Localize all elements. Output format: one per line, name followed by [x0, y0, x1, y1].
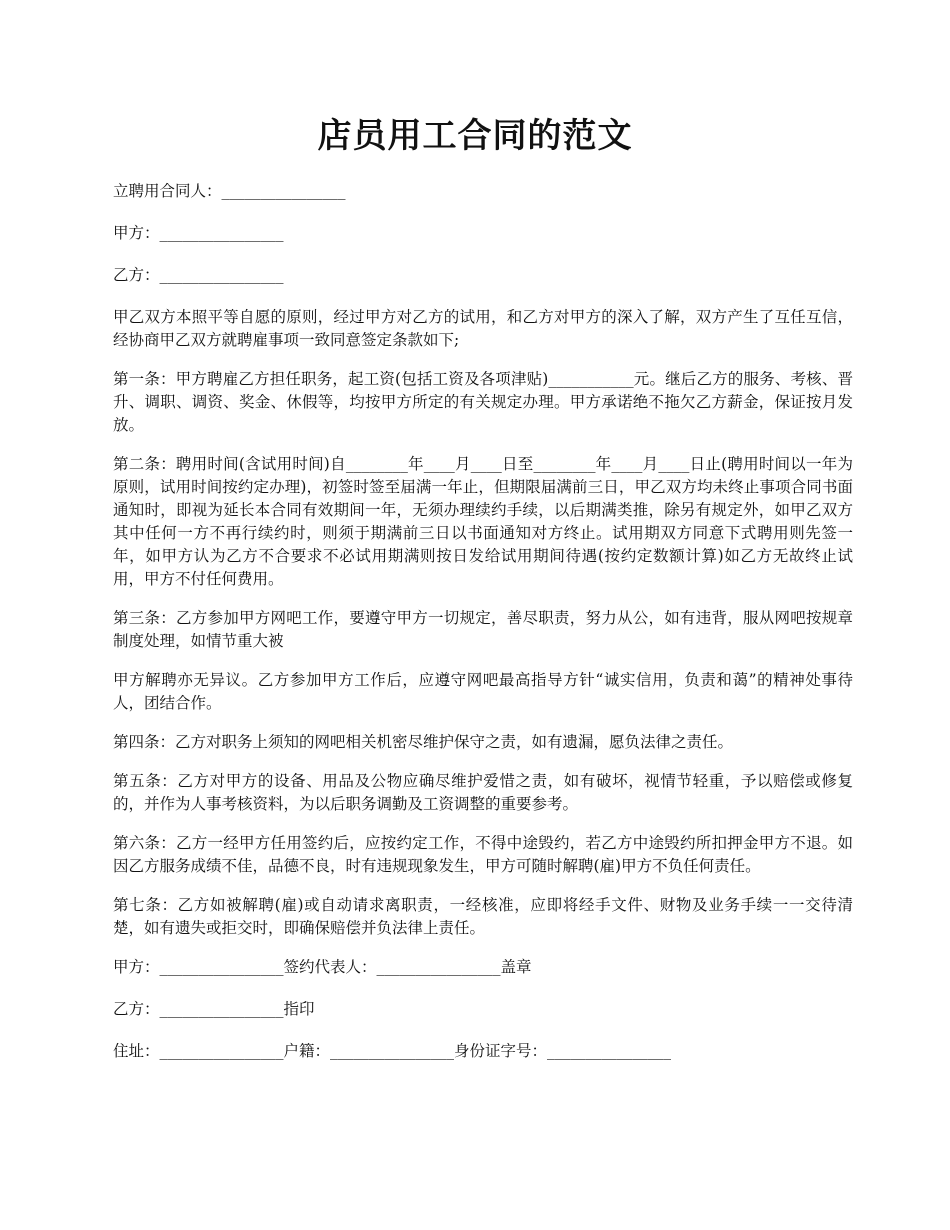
party-b-line: 乙方：________________	[113, 266, 284, 284]
preamble-paragraph: 甲乙双方本照平等自愿的原则，经过甲方对乙方的试用，和乙方对甲方的深入了解，双方产生了互任互信，经协商甲乙双方就聘雇事项一致同意签定条款如下;	[113, 308, 853, 349]
document-title: 店员用工合同的范文	[317, 116, 633, 156]
party-a-signature-line: 甲方：________________签约代表人：________________盖章	[113, 958, 532, 976]
article-1-paragraph: 第一条：甲方聘雇乙方担任职务，起工资(包括工资及各项津贴)___________元。继后乙方的服务、考核、晋升、调职、调资、奖金、休假等，均按甲方所定的有关规定办理。甲方承诺绝不拖欠乙方薪金，保证按月发放。	[113, 370, 853, 434]
article-7-paragraph: 第七条：乙方如被解聘(雇)或自动请求离职责，一经核准，应即将经手文件、财物及业务手续一一交待清楚，如有遗失或拒交时，即确保赔偿并负法律上责任。	[113, 896, 853, 937]
article-3-continued-paragraph: 甲方解聘亦无异议。乙方参加甲方工作后，应遵守网吧最高指导方针“诚实信用，负责和蔼”的精神处事待人，团结合作。	[113, 671, 853, 712]
party-a-line: 甲方：________________	[113, 224, 284, 242]
article-4-paragraph: 第四条：乙方对职务上须知的网吧相关机密尽维护保守之责，如有遗漏，愿负法律之责任。	[113, 733, 734, 751]
article-2-paragraph: 第二条：聘用时间(含试用时间)自________年____月____日至________年____月____日止(聘用时间以一年为原则，试用时间按约定办理)，初签时签至届满一年止，但期限届满前三日，甲乙双方均未终止事项合同书面通知时，即视为延长本合同有效期间一年，无须办理续约手续，以后期满类推，除另有规定外，如甲乙双方其中任何一方不再行续约时，则须于期满前三日以书面通知对方终止。试用期双方同意下式聘用则先签一年，如甲方认为乙方不合要求不必试用期满则按日发给试用期间待遇(按约定数额计算)如乙方无故终止试用，甲方不付任何费用。	[113, 455, 853, 588]
article-3-paragraph: 第三条：乙方参加甲方网吧工作，要遵守甲方一切规定，善尽职责，努力从公，如有违背，服从网吧按规章制度处理，如情节重大被	[113, 609, 853, 650]
article-5-paragraph: 第五条：乙方对甲方的设备、用品及公物应确尽维护爱惜之责，如有破坏，视情节轻重，予以赔偿或修复的，并作为人事考核资料，为以后职务调勤及工资调整的重要参考。	[113, 772, 853, 813]
article-6-paragraph: 第六条：乙方一经甲方任用签约后，应按约定工作，不得中途毁约，若乙方中途毁约所扣押金甲方不退。如因乙方服务成绩不佳，品德不良，时有违规现象发生，甲方可随时解聘(雇)甲方不负任何责任。	[113, 834, 853, 875]
party-b-signature-line: 乙方：________________指印	[113, 1000, 315, 1018]
address-identity-line: 住址：________________户籍：________________身份证字号：________________	[113, 1042, 672, 1060]
contract-party-line: 立聘用合同人：________________	[113, 182, 346, 200]
document-body	[113, 180, 853, 1082]
